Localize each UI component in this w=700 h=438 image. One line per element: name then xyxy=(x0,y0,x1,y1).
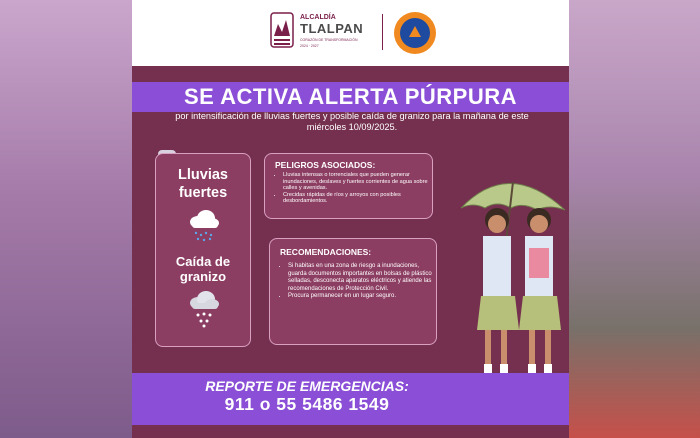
tlalpan-label-motto: CORAZÓN DE TRANSFORMACIÓN xyxy=(300,38,358,42)
header-divider xyxy=(382,14,383,50)
recommendations-list xyxy=(278,263,433,301)
proteccion-civil-logo-icon xyxy=(394,12,436,54)
dangers-heading: PELIGROS ASOCIADOS: xyxy=(275,160,376,170)
recommendations-heading: RECOMENDACIONES: xyxy=(280,247,372,257)
background-right xyxy=(569,0,700,438)
tlalpan-emblem-icon xyxy=(270,12,294,48)
emergency-phone[interactable]: 911 o 55 5486 1549 xyxy=(224,394,390,414)
tlalpan-logo xyxy=(270,12,370,52)
rain-cloud-icon xyxy=(186,208,222,244)
hazard-hail-label: Caída de granizo xyxy=(175,254,231,284)
list-item: • Si habitas en una zona de riesgo a inundaciones, guarda documentos importantes en bolsas de plástico selladas, desconecta aparatos eléctricos y atiende las recomendaciones de Protección Civil. xyxy=(288,263,433,293)
alert-poster xyxy=(132,0,569,438)
tlalpan-label-name: TLALPAN xyxy=(300,21,364,36)
emergency-label: REPORTE DE EMERGENCIAS: xyxy=(205,378,409,394)
dangers-list xyxy=(273,172,433,205)
tlalpan-label-alcaldia: ALCALDÍA xyxy=(300,14,336,21)
tlalpan-label-period: 2024 · 2027 xyxy=(300,44,319,48)
list-item: • Lluvias intensas o torrenciales que pueden generar inundaciones, deslaves y fuertes corrientes de agua sobre calles y avenidas. xyxy=(283,172,433,192)
dangers-card xyxy=(264,153,433,219)
list-item: • Crecidas rápidas de ríos y arroyos con posibles desbordamientos. xyxy=(283,192,433,205)
alert-subtitle: por intensificación de lluvias fuertes y posible caída de granizo para la mañana de este miércoles 10/09/2025. xyxy=(175,111,529,132)
poster-header xyxy=(132,0,569,66)
recommendations-card xyxy=(269,238,437,345)
hazard-rain-label: Lluvias fuertes xyxy=(178,167,228,201)
hail-cloud-icon xyxy=(186,289,222,329)
alert-title: SE ACTIVA ALERTA PÚRPURA xyxy=(183,84,518,109)
background-left xyxy=(0,0,132,438)
list-item: • Procura permanecer en un lugar seguro. xyxy=(288,293,433,301)
hazards-card xyxy=(155,153,251,347)
